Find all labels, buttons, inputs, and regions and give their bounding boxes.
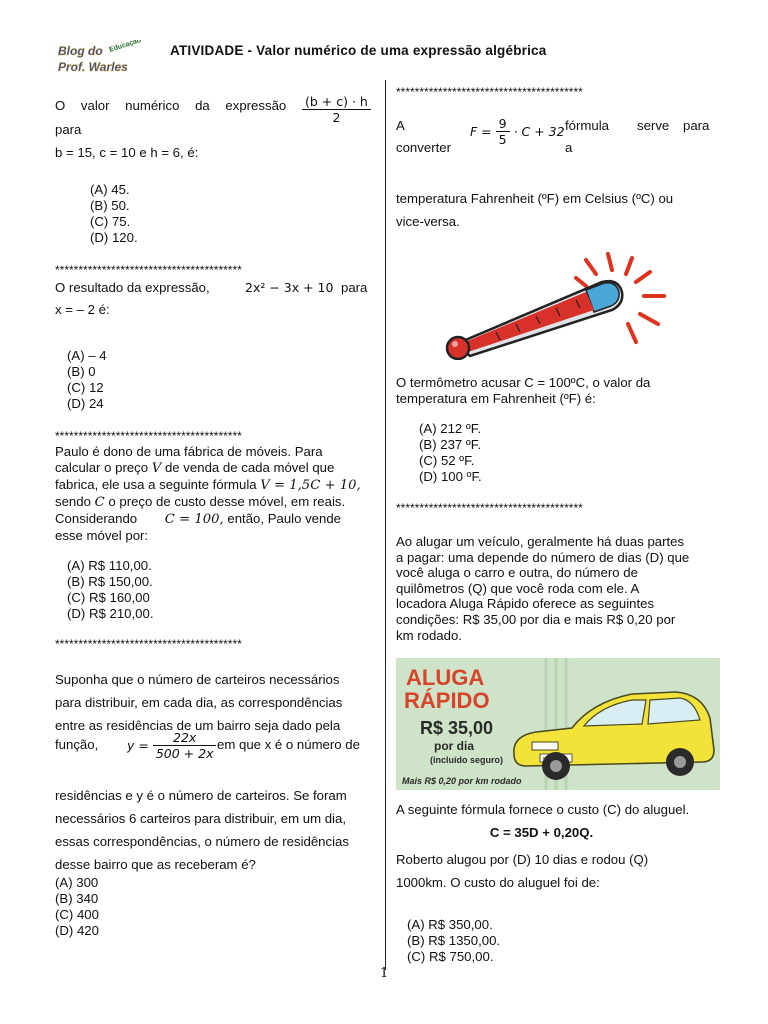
q5-formula [470, 116, 565, 147]
q3-option-b: (B) R$ 150,00. [67, 574, 153, 589]
q5-line5: temperatura em Fahrenheit (ºF) é: [396, 391, 596, 406]
q3-var-v: V [151, 461, 162, 476]
q1-fraction [302, 94, 371, 125]
q5-converter: converter [396, 140, 451, 155]
q5-word-serve: serve [637, 118, 670, 133]
q2-option-b: (B) 0 [67, 364, 96, 379]
q6-after3: 1000km. O custo do aluguel foi de: [396, 875, 600, 890]
q2-option-a: (A) – 4 [67, 348, 107, 363]
q3-line3 [55, 477, 373, 494]
ad-extra: Mais R$ 0,20 por km rodado [402, 776, 522, 786]
q2-options [67, 348, 107, 412]
q3-option-d: (D) R$ 210,00. [67, 606, 154, 621]
ad-brand-line1: ALUGA [406, 665, 485, 690]
q6-line3: você aluga o carro e outra, do número de [396, 565, 638, 581]
q4-frac-den: 500 + 2x [155, 746, 214, 761]
q4-lhs: y = [127, 738, 149, 753]
q2-line2: x = – 2 é: [55, 302, 110, 317]
q5-question [396, 375, 713, 407]
q3-line5b: então, Paulo vende [227, 511, 342, 526]
blog-logo [56, 40, 148, 76]
ad-brand-line2: RÁPIDO [404, 688, 490, 713]
q5-word-formula: fórmula [565, 118, 609, 133]
ad-price: R$ 35,00 [420, 718, 494, 738]
q4-option-c: (C) 400 [55, 907, 99, 922]
q3-formula: V = 1,5C + 10, [260, 478, 361, 493]
q5-word-para: para [683, 118, 710, 133]
q5-option-b: (B) 237 ºF. [419, 437, 481, 452]
q3-options [67, 558, 154, 622]
q3-line2b: de venda de cada móvel que [164, 460, 335, 475]
q4-line2: para distribuir, em cada dia, as correspondências [55, 695, 343, 710]
q4-options [55, 875, 99, 939]
q6-option-a: (A) R$ 350,00. [407, 917, 493, 932]
q6-formula: C = 35D + 0,20Q. [489, 825, 594, 840]
q1-option-d: (D) 120. [90, 230, 138, 245]
q3-line6: esse móvel por: [55, 528, 149, 543]
q5-options [419, 421, 482, 485]
q3-option-a: (A) R$ 110,00. [67, 558, 152, 573]
q4-frac-num: 22x [153, 730, 217, 746]
q4-paragraph-bottom [55, 784, 375, 876]
logo-line1: Blog do [58, 44, 103, 58]
q1-option-a: (A) 45. [90, 182, 130, 197]
q6-line2: a pagar: uma depende do número de dias (D) que [396, 549, 690, 565]
q5-line4: O termômetro acusar C = 100ºC, o valor da [396, 375, 651, 390]
q5-option-c: (C) 52 ºF. [419, 453, 475, 468]
q6-line7: km rodado. [396, 627, 462, 643]
q6-line5: locadora Aluga Rápido oferece as seguintes [396, 596, 655, 612]
q3-line2a: calcular o preço [55, 460, 149, 475]
page-number: 1 [380, 966, 389, 981]
q5-frac-den: 5 [498, 132, 507, 147]
q2-option-c: (C) 12 [67, 380, 104, 395]
q4-line5: residências e y é o número de carteiros. Se foram [55, 788, 347, 803]
q4-line7: essas correspondências, o número de residências [55, 834, 349, 849]
q2-text-b: para [341, 280, 368, 295]
q2-text-a: O resultado da expressão, [55, 280, 210, 295]
q3-line3a: fabrica, ele usa a seguinte fórmula [55, 477, 257, 492]
q3-option-c: (C) R$ 160,00 [67, 590, 150, 605]
logo-line2: Prof. Warles [58, 60, 128, 74]
q2-expression: 2x² − 3x + 10 [245, 280, 334, 295]
q1-text-a: O valor numérico da expressão [55, 98, 287, 113]
q6-option-b: (B) R$ 1350,00. [407, 933, 501, 948]
q3-line5 [55, 511, 373, 528]
q6-after [396, 848, 713, 894]
q3-line4 [55, 494, 373, 511]
q5-frac-num: 9 [496, 116, 510, 132]
separator: **************************************** [55, 637, 242, 651]
separator: **************************************** [55, 263, 242, 277]
ad-insured: (incluído seguro) [430, 755, 503, 765]
q1-option-b: (B) 50. [90, 198, 130, 213]
page-title: ATIVIDADE - Valor numérico de uma expressão algébrica [170, 43, 547, 58]
q1-line3: b = 15, c = 10 e h = 6, é: [55, 145, 199, 160]
separator: **************************************** [396, 501, 583, 515]
q6-after1: A seguinte fórmula fornece o custo (C) do aluguel. [396, 802, 690, 817]
q5-line3: vice-versa. [396, 214, 460, 229]
q5-a: A [396, 118, 405, 133]
q5-formula-rhs: · C + 32 [513, 124, 565, 139]
q3-var-c: C [94, 495, 105, 510]
q3-line2 [55, 460, 373, 477]
separator: **************************************** [396, 85, 583, 99]
q1-frac-den: 2 [332, 110, 341, 125]
q5-desc [396, 187, 713, 233]
q4-function [127, 730, 216, 761]
thermometer-illustration [436, 252, 668, 360]
q4-line1: Suponha que o número de carteiros necessários [55, 672, 340, 687]
q4-paragraph-top [55, 668, 375, 737]
q5-option-a: (A) 212 ºF. [419, 421, 481, 436]
ad-per-day: por dia [434, 739, 475, 753]
q6-line1: Ao alugar um veículo, geralmente há duas partes [396, 534, 685, 549]
q6-options [407, 917, 500, 965]
q1-frac-num: (b + c) · h [302, 94, 371, 110]
q4-option-b: (B) 340 [55, 891, 99, 906]
q6-paragraph [396, 534, 713, 643]
q4-line8: desse bairro que as receberam é? [55, 857, 256, 872]
q3-line5a: Considerando [55, 511, 138, 526]
q3-line1: Paulo é dono de uma fábrica de móveis. Para [55, 444, 323, 459]
q3-line4a: sendo [55, 494, 91, 509]
q4-line6: necessários 6 carteiros para distribuir, em um dia, [55, 811, 346, 826]
q3-line5eq: C = 100, [164, 512, 224, 527]
q6-line4: quilômetros (Q) que você roda com ele. A [396, 580, 640, 596]
q1-line2: para [55, 122, 82, 137]
column-divider [385, 80, 386, 970]
q6-option-c: (C) R$ 750,00. [407, 949, 494, 964]
q4-line4a: função, [55, 737, 99, 752]
q6-line6: condições: R$ 35,00 por dia e mais R$ 0,20 por [396, 611, 676, 627]
q1-options [90, 182, 138, 246]
q2-option-d: (D) 24 [67, 396, 104, 411]
q5-line2: temperatura Fahrenheit (ºF) em Celsius (ºC) ou [396, 191, 674, 206]
separator: **************************************** [55, 429, 242, 443]
logo-badge: Educação [108, 40, 143, 54]
q3-paragraph [55, 444, 373, 544]
q1-option-c: (C) 75. [90, 214, 131, 229]
q5-a2: a [565, 140, 573, 155]
q4-option-a: (A) 300 [55, 875, 99, 890]
q4-line4b: em que x é o número de [217, 737, 360, 752]
q4-option-d: (D) 420 [55, 923, 99, 938]
q5-option-d: (D) 100 ºF. [419, 469, 482, 484]
q4-line3: entre as residências de um bairro seja dado pela [55, 718, 341, 733]
aluga-rapido-ad [396, 658, 720, 790]
q3-line4b: o preço de custo desse móvel, em reais. [108, 494, 346, 509]
q5-formula-lhs: F = [470, 124, 492, 139]
q6-after2: Roberto alugou por (D) 10 dias e rodou (Q) [396, 852, 649, 867]
